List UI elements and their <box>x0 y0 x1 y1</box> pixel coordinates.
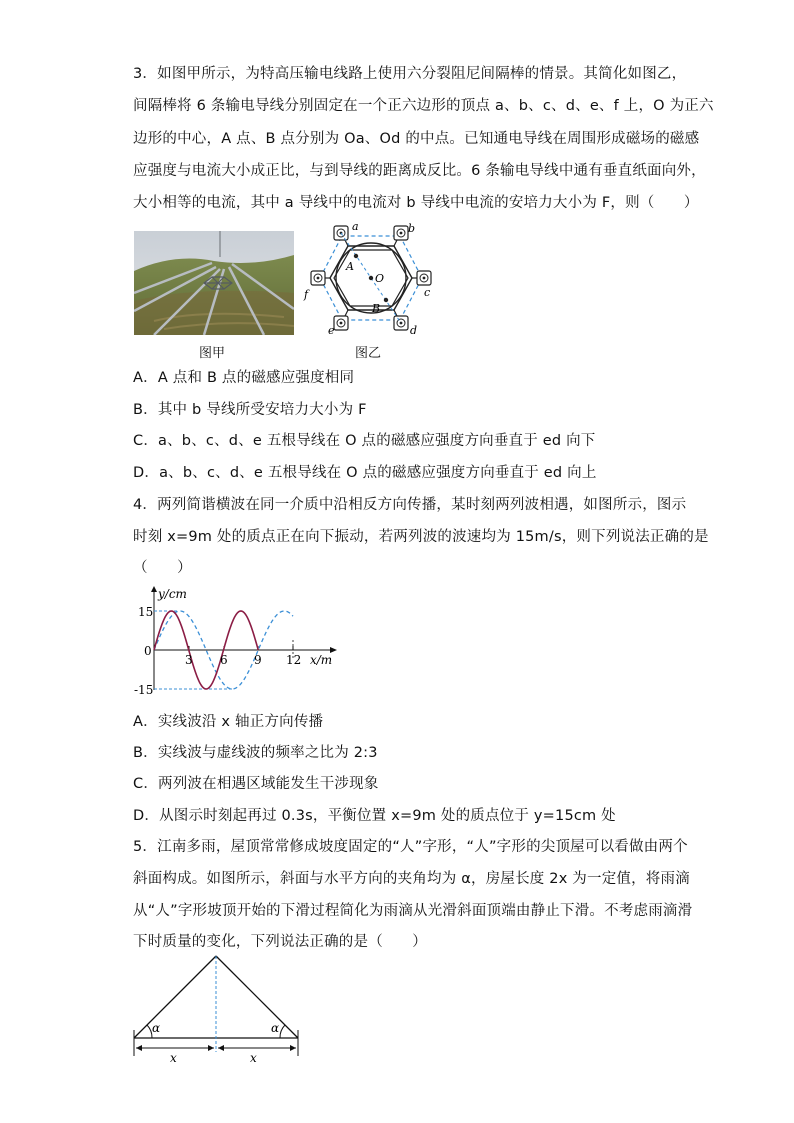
label-e: e <box>328 324 335 337</box>
y-tick-15: 15 <box>138 605 154 619</box>
power-line-photo <box>134 231 294 335</box>
q3-option-d: D．a、b、c、d、e 五根导线在 O 点的磁感应强度方向垂直于 ed 向上 <box>133 465 597 481</box>
figure-yi-caption: 图乙 <box>355 346 382 361</box>
label-a: a <box>352 220 359 233</box>
wave-graph <box>134 586 344 698</box>
q4-stem-line-1: 4．两列简谐横波在同一介质中沿相反方向传播，某时刻两列波相遇，如图所示，图示 <box>133 497 687 513</box>
q3-stem-line-3: 边形的中心，A 点、B 点分别为 Oa、Od 的中点。已知通电导线在周围形成磁场的磁感 <box>133 131 700 147</box>
hexagon-diagram <box>300 216 440 340</box>
label-c: c <box>424 286 431 299</box>
x-tick-9: 9 <box>254 653 262 667</box>
q4-option-c: C．两列波在相遇区域能发生干涉现象 <box>133 776 379 792</box>
q3-option-c: C．a、b、c、d、e 五根导线在 O 点的磁感应强度方向垂直于 ed 向下 <box>133 433 596 449</box>
q5-stem-line-2: 斜面构成。如图所示，斜面与水平方向的夹角均为 α，房屋长度 2x 为一定值，将雨滴 <box>133 871 690 887</box>
length-x-left: x <box>170 1051 177 1062</box>
q3-stem-line-4: 应强度与电流大小成正比，与到导线的距离成反比。6 条输电导线中通有垂直纸面向外， <box>133 163 706 179</box>
q5-stem-line-1: 5．江南多雨，屋顶常常修成坡度固定的“人”字形，“人”字形的尖顶屋可以看做由两个 <box>133 839 688 855</box>
q4-option-d: D．从图示时刻起再过 0.3s，平衡位置 x=9m 处的质点位于 y=15cm 处 <box>133 808 616 824</box>
angle-alpha-right: α <box>271 1021 280 1035</box>
q3-stem-line-5: 大小相等的电流，其中 a 导线中的电流对 b 导线中电流的安培力大小为 F，则（ ） <box>133 195 699 211</box>
angle-alpha-left: α <box>152 1021 161 1035</box>
x-tick-3: 3 <box>185 653 193 667</box>
y-tick-0: 0 <box>144 644 152 658</box>
length-x-right: x <box>250 1051 257 1062</box>
x-tick-6: 6 <box>220 653 228 667</box>
roof-diagram <box>130 950 306 1062</box>
label-b: b <box>408 222 416 235</box>
q5-stem-line-3: 从“人”字形坡顶开始的下滑过程简化为雨滴从光滑斜面顶端由静止下滑。不考虑雨滴滑 <box>133 903 693 919</box>
q4-stem-line-3: （ ） <box>133 560 192 576</box>
label-A: A <box>346 260 354 273</box>
q4-option-b: B．实线波与虚线波的频率之比为 2:3 <box>133 745 378 761</box>
q3-option-b: B．其中 b 导线所受安培力大小为 F <box>133 402 367 418</box>
q4-stem-line-2: 时刻 x=9m 处的质点正在向下振动，若两列波的波速均为 15m/s，则下列说法正确的是 <box>133 529 709 545</box>
label-O: O <box>375 272 385 285</box>
q5-stem-line-4: 下时质量的变化，下列说法正确的是（ ） <box>133 934 427 950</box>
figure-jia-caption: 图甲 <box>199 346 226 361</box>
y-axis-label: y/cm <box>158 587 187 601</box>
label-f: f <box>304 288 309 301</box>
label-d: d <box>410 324 418 337</box>
y-tick-neg15: -15 <box>134 683 154 697</box>
q3-stem-line-1: 3．如图甲所示，为特高压输电线路上使用六分裂阻尼间隔棒的情景。其简化如图乙， <box>133 66 687 82</box>
x-tick-12: 12 <box>286 653 302 667</box>
label-B: B <box>372 302 381 315</box>
q4-option-a: A．实线波沿 x 轴正方向传播 <box>133 714 324 730</box>
q3-stem-line-2: 间隔棒将 6 条输电导线分别固定在一个正六边形的顶点 a、b、c、d、e、f 上，O 为正六 <box>133 98 714 114</box>
q3-option-a: A．A 点和 B 点的磁感应强度相同 <box>133 370 355 386</box>
x-axis-label: x/m <box>310 653 333 667</box>
